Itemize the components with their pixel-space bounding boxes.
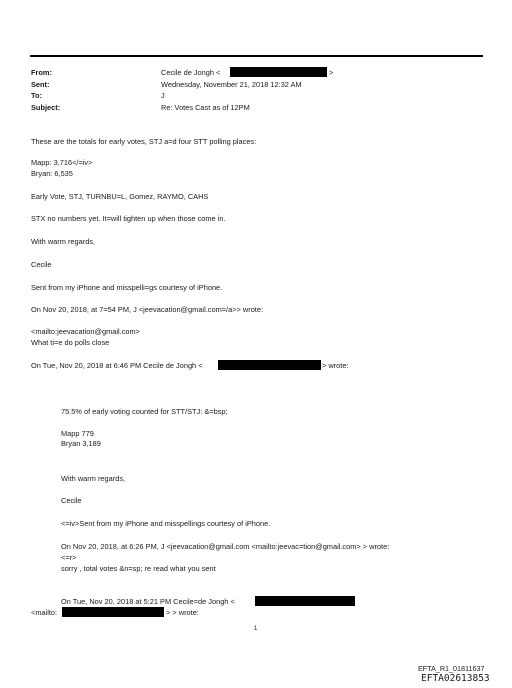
bates-number-large: EFTA02613853 <box>421 673 490 684</box>
quoted-line: On Tue, Nov 20, 2018 at 5:21 PM Cecile=de Jongh < <box>61 597 235 606</box>
body-line: On Nov 20, 2018, at 7=54 PM, J <jeevacation@gmail.com=/a>> wrote: <box>31 305 264 314</box>
body-line: What ti=e do polls close <box>31 338 110 347</box>
quoted-line: <=r> <box>61 553 77 562</box>
to-value: J <box>161 91 165 100</box>
redaction-box <box>62 607 164 617</box>
quoted-line: > > wrote: <box>166 608 199 617</box>
to-label: To: <box>31 91 42 100</box>
header-rule <box>30 55 483 57</box>
quoted-line: With warm regards, <box>61 474 126 483</box>
quoted-line: Bryan 3,189 <box>61 439 101 448</box>
body-line: <mailto:jeevacation@gmail.com> <box>31 327 140 336</box>
body-line: Early Vote, STJ, TURNBU=L, Gomez, RAYMO, CAHS <box>31 192 209 201</box>
from-name: Cecile de Jongh < <box>161 68 221 77</box>
subject-label: Subject: <box>31 103 61 112</box>
body-line: With warm regards, <box>31 237 96 246</box>
body-line: STX no numbers yet. It=will tighten up when those come in. <box>31 214 226 223</box>
sent-value: Wednesday, November 21, 2018 12:32 AM <box>161 80 302 89</box>
body-line: Cecile <box>31 260 52 269</box>
from-label: From: <box>31 68 52 77</box>
body-line: Bryan: 6,535 <box>31 169 73 178</box>
redaction-box <box>230 67 327 77</box>
bates-number-small: EFTA_R1_01811637 <box>418 664 485 673</box>
redaction-box <box>255 596 355 606</box>
page-number: 1 <box>254 626 258 632</box>
body-line: Sent from my iPhone and misspelli=gs courtesy of iPhone. <box>31 283 223 292</box>
quoted-line: <=iv>Sent from my iPhone and misspellings courtesy of iPhone. <box>61 519 271 528</box>
body-line: > wrote: <box>322 361 349 370</box>
body-line: Mapp: 3,716</=iv> <box>31 158 93 167</box>
quoted-line: sorry , total votes &n=sp; re read what you sent <box>61 564 216 573</box>
quoted-line: Cecile <box>61 496 82 505</box>
quoted-line: Mapp 779 <box>61 429 94 438</box>
body-line: On Tue, Nov 20, 2018 at 6:46 PM Cecile de Jongh < <box>31 361 203 370</box>
from-value <box>161 68 220 77</box>
subject-value: Re: Votes Cast as of 12PM <box>161 103 250 112</box>
from-close: > <box>329 68 334 77</box>
body-line: These are the totals for early votes, STJ a=d four STT polling places: <box>31 137 257 146</box>
quoted-line: 75.5% of early voting counted for STT/STJ: &=bsp; <box>61 407 228 416</box>
quoted-line: <mailto: <box>31 608 58 617</box>
redaction-box <box>218 360 321 370</box>
quoted-line: On Nov 20, 2018, at 6:26 PM, J <jeevacation@gmail.com <mailto:jeevac=tion@gmail.com> > wrote: <box>61 542 390 551</box>
sent-label: Sent: <box>31 80 50 89</box>
